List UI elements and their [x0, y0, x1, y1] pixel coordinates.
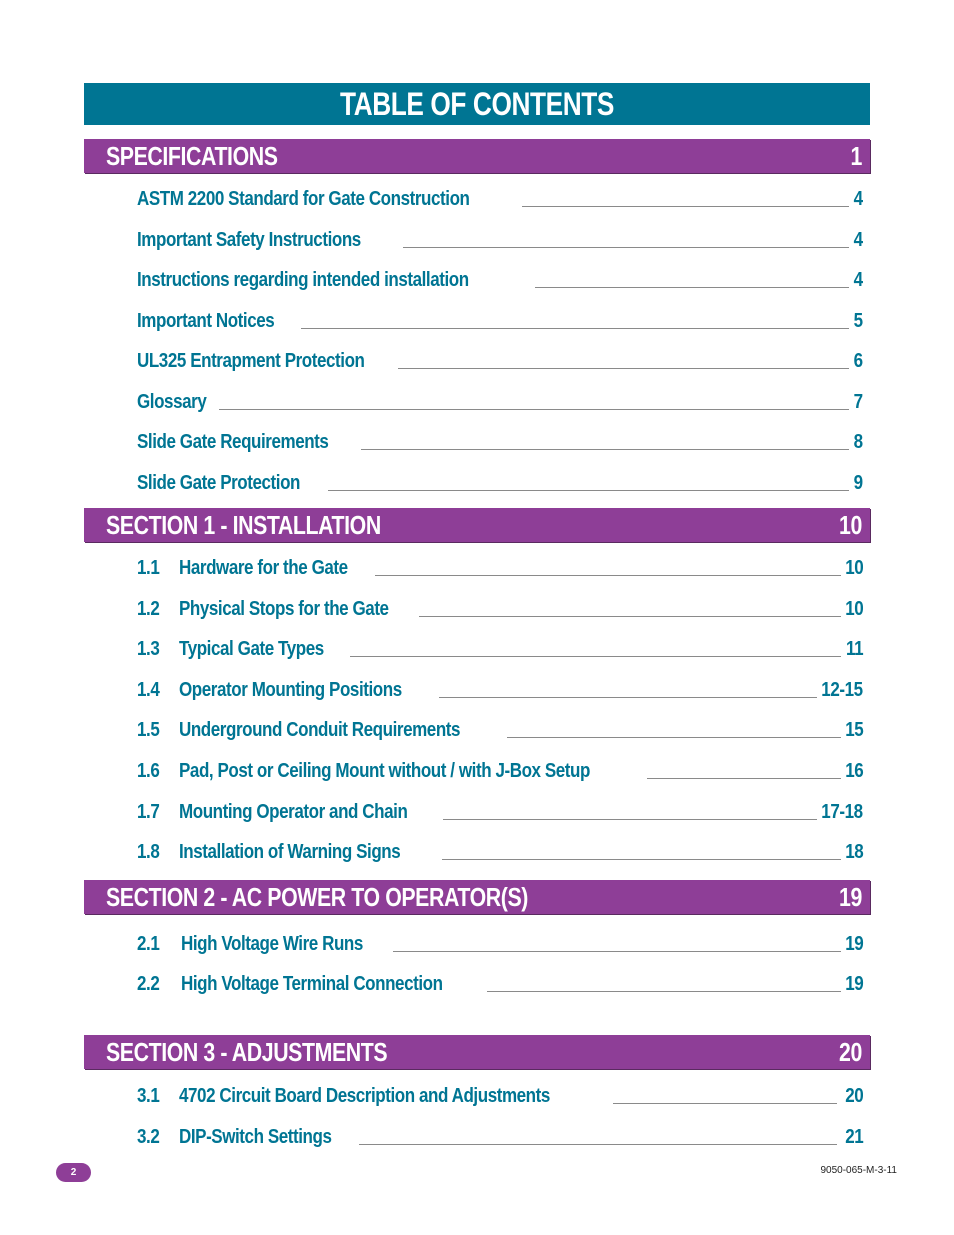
entry-page: 4 [851, 266, 863, 294]
entry-number: 3.1 [137, 1085, 160, 1107]
entry-label: Instructions regarding intended installation [137, 266, 472, 294]
entry-page: 21 [842, 1123, 863, 1151]
section-title: SPECIFICATIONS [106, 141, 278, 171]
entry-label: Installation of Warning Signs [179, 838, 404, 866]
entry-page: 19 [842, 930, 863, 958]
entry-page: 20 [842, 1082, 863, 1110]
dot-leader [439, 697, 817, 698]
toc-entry-3-2[interactable] [137, 1123, 863, 1151]
entry-page: 11 [843, 635, 863, 663]
entry-number: 1.8 [137, 841, 160, 863]
section-header-adjustments[interactable] [84, 1035, 870, 1069]
section-title: SECTION 3 - ADJUSTMENTS [106, 1037, 388, 1067]
entry-label: UL325 Entrapment Protection [137, 347, 368, 375]
entry-label: Operator Mounting Positions [179, 676, 405, 704]
entry-number: 1.3 [137, 638, 160, 660]
toc-entry-glossary[interactable] [137, 388, 863, 416]
dot-leader [419, 616, 841, 617]
dot-leader [647, 778, 841, 779]
toc-entry-1-7[interactable] [137, 798, 863, 826]
entry-label: Pad, Post or Ceiling Mount without / with J-Box Setup [179, 757, 593, 785]
entry-number: 1.5 [137, 719, 160, 741]
toc-entry-1-3[interactable] [137, 635, 863, 663]
toc-entry-1-6[interactable] [137, 757, 863, 785]
dot-leader [328, 490, 849, 491]
document-code: 9050-065-M-3-11 [820, 1165, 897, 1176]
dot-leader [613, 1103, 837, 1104]
entry-label: Important Notices [137, 307, 278, 335]
section-page: 19 [839, 882, 862, 912]
toc-entry-astm-2200[interactable] [137, 185, 863, 213]
toc-entry-1-8[interactable] [137, 838, 863, 866]
entry-label: Glossary [137, 388, 210, 416]
section-title: SECTION 2 - AC POWER TO OPERATOR(S) [106, 882, 528, 912]
entry-page: 12-15 [819, 676, 863, 704]
toc-entry-1-2[interactable] [137, 595, 863, 623]
toc-entry-safety-instructions[interactable] [137, 226, 863, 254]
toc-entry-1-4[interactable] [137, 676, 863, 704]
entry-label: Slide Gate Requirements [137, 428, 332, 456]
entry-page: 17-18 [819, 798, 863, 826]
entry-label: Hardware for the Gate [179, 554, 351, 582]
entry-number: 2.2 [137, 973, 160, 995]
entry-number: 1.4 [137, 679, 160, 701]
dot-leader [398, 368, 849, 369]
entry-number: 1.2 [137, 598, 160, 620]
entry-page: 4 [851, 185, 863, 213]
dot-leader [522, 206, 849, 207]
entry-label: Underground Conduit Requirements [179, 716, 463, 744]
toc-entry-2-1[interactable] [137, 930, 863, 958]
entry-number: 2.1 [137, 933, 160, 955]
toc-entry-1-1[interactable] [137, 554, 863, 582]
dot-leader [361, 449, 849, 450]
section-page: 1 [850, 141, 862, 171]
entry-number: 3.2 [137, 1126, 160, 1148]
entry-label: Important Safety Instructions [137, 226, 364, 254]
entry-label: ASTM 2200 Standard for Gate Construction [137, 185, 473, 213]
entry-page: 7 [851, 388, 863, 416]
entry-page: 5 [851, 307, 863, 335]
dot-leader [487, 991, 841, 992]
entry-label: Physical Stops for the Gate [179, 595, 392, 623]
entry-page: 15 [842, 716, 863, 744]
dot-leader [443, 819, 817, 820]
section-header-installation[interactable] [84, 508, 870, 542]
section-header-ac-power[interactable] [84, 880, 870, 914]
dot-leader [301, 328, 849, 329]
entry-number: 1.6 [137, 760, 160, 782]
section-header-specifications[interactable] [84, 139, 870, 173]
toc-entry-intended-installation[interactable] [137, 266, 863, 294]
entry-label: Slide Gate Protection [137, 469, 303, 497]
toc-entry-slide-gate-requirements[interactable] [137, 428, 863, 456]
dot-leader [442, 859, 841, 860]
toc-entry-3-1[interactable] [137, 1082, 863, 1110]
dot-leader [507, 737, 841, 738]
page-title: TABLE OF CONTENTS [84, 83, 870, 125]
dot-leader [393, 951, 841, 952]
entry-label: Typical Gate Types [179, 635, 327, 663]
section-page: 10 [839, 510, 862, 540]
toc-entry-important-notices[interactable] [137, 307, 863, 335]
entry-page: 8 [851, 428, 863, 456]
toc-entry-ul325[interactable] [137, 347, 863, 375]
entry-label: High Voltage Wire Runs [181, 930, 366, 958]
entry-page: 10 [842, 554, 863, 582]
toc-entry-2-2[interactable] [137, 970, 863, 998]
entry-label: High Voltage Terminal Connection [181, 970, 446, 998]
entry-page: 18 [842, 838, 863, 866]
section-page: 20 [839, 1037, 862, 1067]
dot-leader [535, 287, 849, 288]
entry-label: 4702 Circuit Board Description and Adjustments [179, 1082, 553, 1110]
page-number-badge: 2 [56, 1163, 91, 1182]
entry-page: 19 [842, 970, 863, 998]
section-title: SECTION 1 - INSTALLATION [106, 510, 381, 540]
entry-number: 1.7 [137, 801, 160, 823]
dot-leader [359, 1144, 837, 1145]
entry-label: DIP-Switch Settings [179, 1123, 335, 1151]
entry-page: 16 [842, 757, 863, 785]
entry-page: 10 [842, 595, 863, 623]
entry-page: 6 [851, 347, 863, 375]
dot-leader [375, 575, 841, 576]
entry-page: 9 [851, 469, 863, 497]
dot-leader [350, 656, 841, 657]
toc-entry-1-5[interactable] [137, 716, 863, 744]
toc-entry-slide-gate-protection[interactable] [137, 469, 863, 497]
entry-page: 4 [851, 226, 863, 254]
entry-label: Mounting Operator and Chain [179, 798, 411, 826]
dot-leader [219, 409, 849, 410]
dot-leader [403, 247, 849, 248]
entry-number: 1.1 [137, 557, 160, 579]
